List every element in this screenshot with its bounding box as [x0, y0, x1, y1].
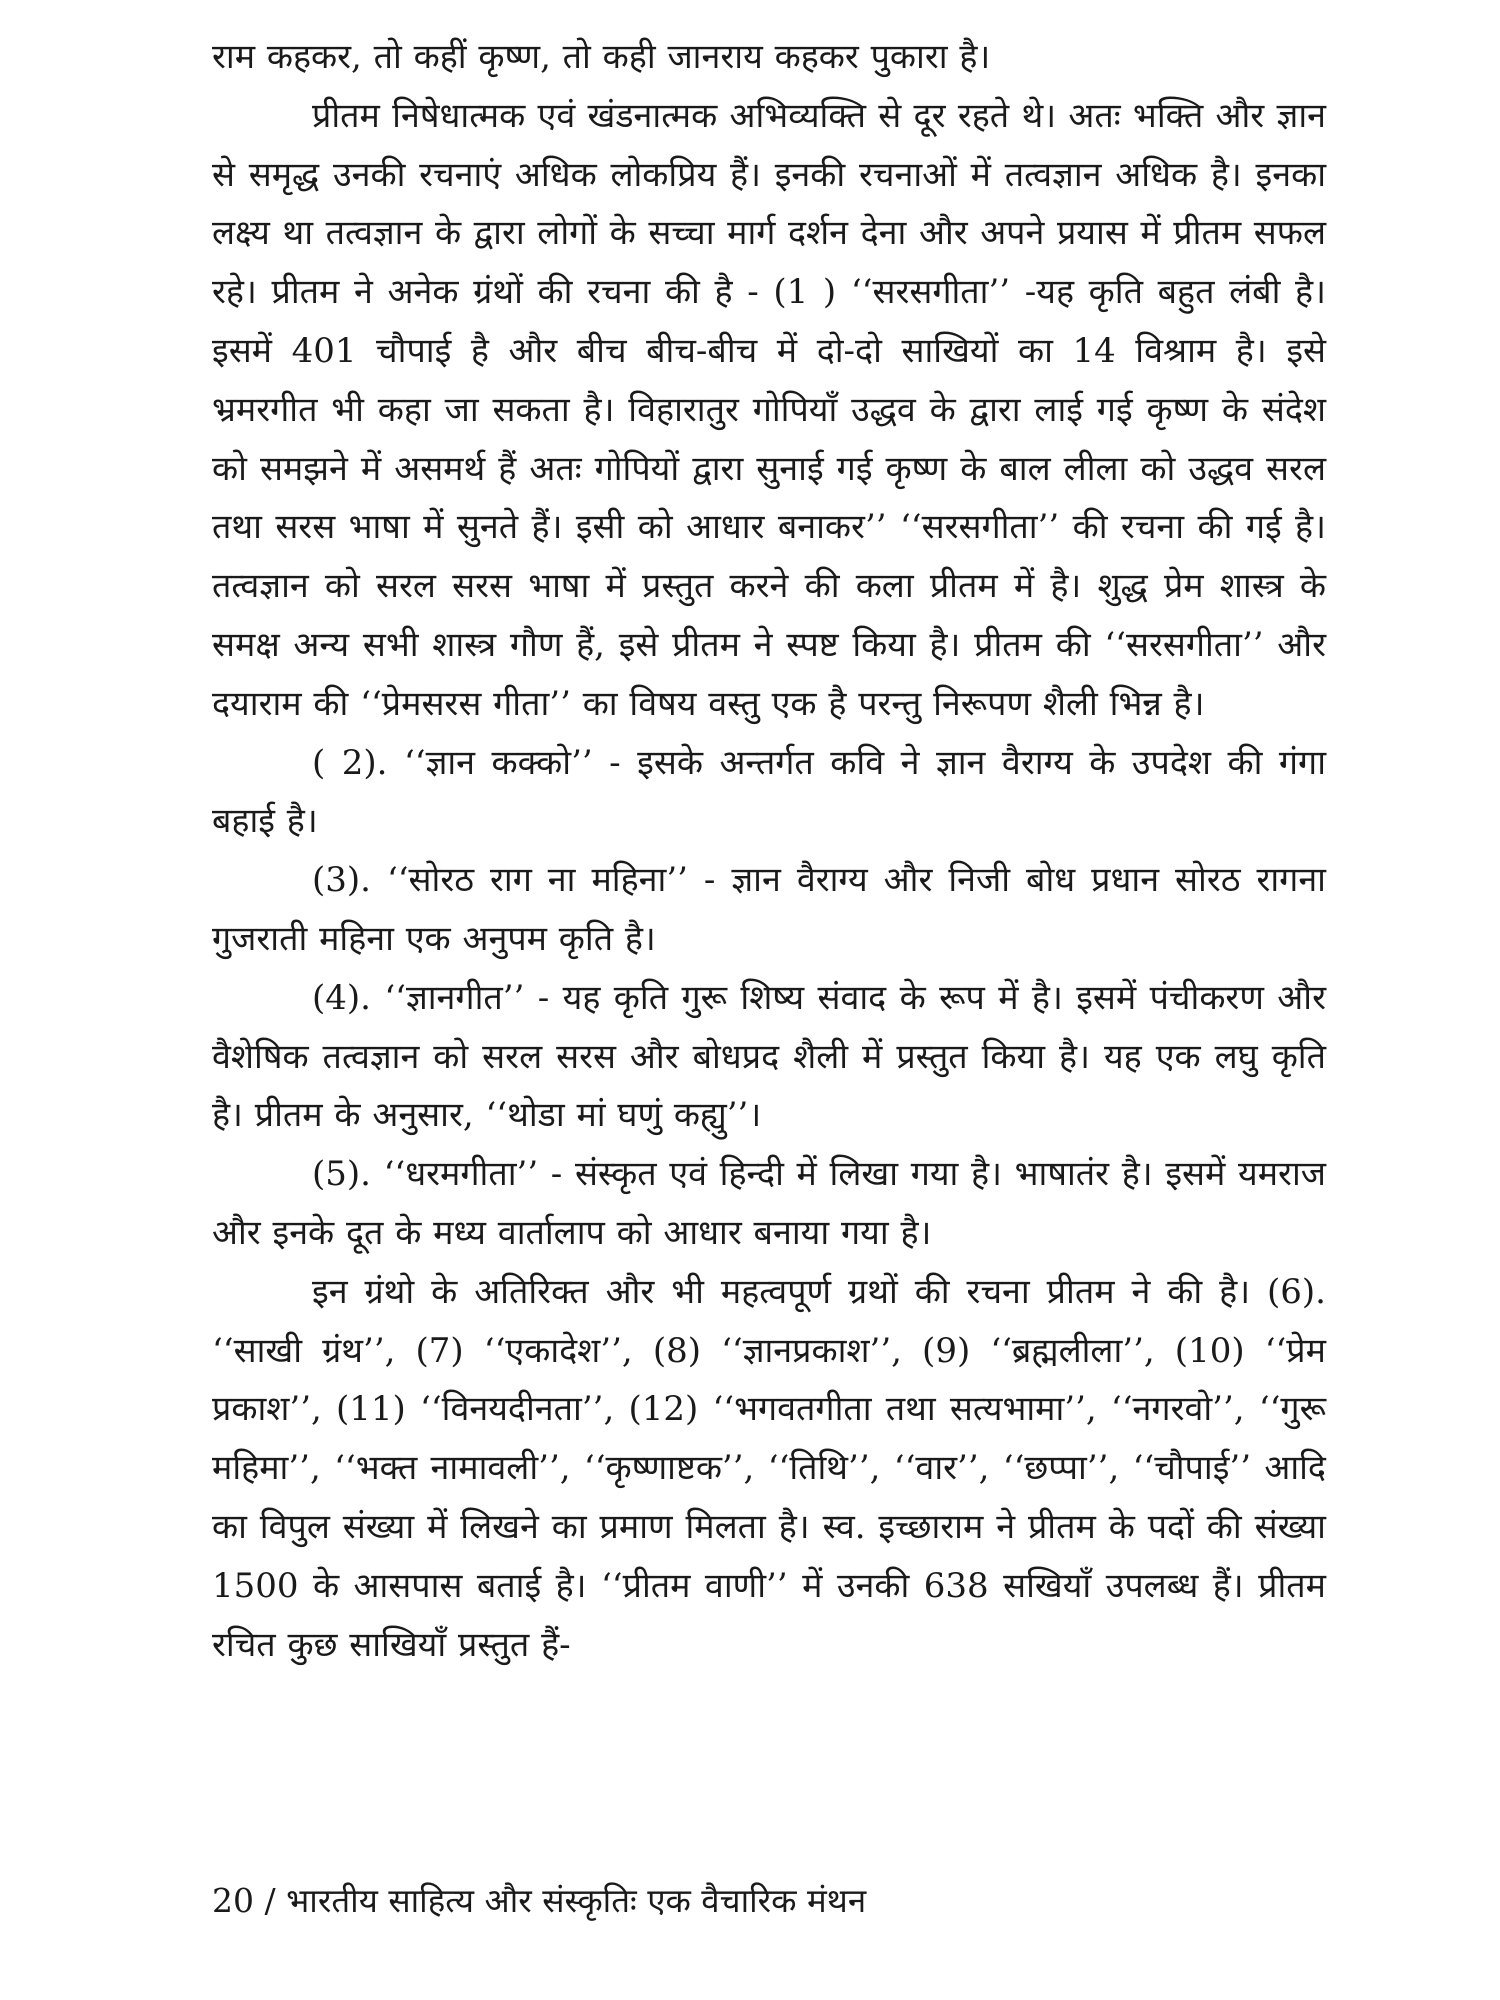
paragraph-sorath-raag: (3). ‘‘सोरठ राग ना महिना’’ - ज्ञान वैराग्य और निजी बोध प्रधान सोरठ रागना गुजराती महिना एक अनुपम कृति है। [212, 860, 1326, 959]
page-body [212, 28, 1326, 1674]
paragraph-gyan-kakko: ( 2). ‘‘ज्ञान कक्को’’ - इसके अन्तर्गत कवि ने ज्ञान वैराग्य के उपदेश की गंगा बहाई है। [212, 742, 1326, 842]
paragraph-gyangeet: (4). ‘‘ज्ञानगीत’’ - यह कृति गुरू शिष्य संवाद के रूप में है। इसमें पंचीकरण और वैशेषिक तत्वज्ञान को सरल सरस और बोधप्रद शैली में प्रस्तुत किया है। यह एक लघु कृति है। प्रीतम के अनुसार, ‘‘थोडा मां घणुं कह्यु’’। [212, 977, 1326, 1136]
paragraph-continuation: राम कहकर, तो कहीं कृष्ण, तो कही जानराय कहकर पुकारा है। [212, 37, 991, 77]
paragraph-other-works: इन ग्रंथो के अतिरिक्त और भी महत्वपूर्ण ग्रथों की रचना प्रीतम ने की है। (6). ‘‘साखी ग्रंथ’’, (7) ‘‘एकादेश’’, (8) ‘‘ज्ञानप्रकाश’’, (9) ‘‘ब्रह्मलीला’’, (10) ‘‘प्रेम प्रकाश’’, (11) ‘‘विनयदीनता’’, (12) ‘‘भगवतगीता तथा सत्यभामा’’, ‘‘नगरवो’’, ‘‘गुरू महिमा’’, ‘‘भक्त नामावली’’, ‘‘कृष्णाष्टक’’, ‘‘तिथि’’, ‘‘वार’’, ‘‘छप्पा’’, ‘‘चौपाई’’ आदि का विपुल संख्या में लिखने का प्रमाण मिलता है। स्व. इच्छाराम ने प्रीतम के पदों की संख्या 1500 के आसपास बताई है। ‘‘प्रीतम वाणी’’ में उनकी 638 सखियाँ उपलब्ध हैं। प्रीतम रचित कुछ साखियाँ प्रस्तुत हैं- [212, 1271, 1326, 1665]
paragraph-dharamgeeta: (5). ‘‘धरमगीता’’ - संस्कृत एवं हिन्दी में लिखा गया है। भाषातंर है। इसमें यमराज और इनके दूत के मध्य वार्तालाप को आधार बनाया गया है। [212, 1154, 1326, 1253]
page-footer: 20 / भारतीय साहित्य और संस्कृतिः एक वैचारिक मंथन [212, 1881, 867, 1920]
paragraph-pritam-works: प्रीतम निषेधात्मक एवं खंडनात्मक अभिव्यक्ति से दूर रहते थे। अतः भक्ति और ज्ञान से समृद्ध उनकी रचनाएं अधिक लोकप्रिय हैं। इनकी रचनाओं में तत्वज्ञान अधिक है। इनका लक्ष्य था तत्वज्ञान के द्वारा लोगों के सच्चा मार्ग दर्शन देना और अपने प्रयास में प्रीतम सफल रहे। प्रीतम ने अनेक ग्रंथों की रचना की है - (1 ) ‘‘सरसगीता’’ -यह कृति बहुत लंबी है। इसमें 401 चौपाई है और बीच बीच-बीच में दो-दो साखियों का 14 विश्राम है। इसे भ्रमरगीत भी कहा जा सकता है। विहारातुर गोपियाँ उद्धव के द्वारा लाई गई कृष्ण के संदेश को समझने में असमर्थ हैं अतः गोपियों द्वारा सुनाई गई कृष्ण के बाल लीला को उद्धव सरल तथा सरस भाषा में सुनते हैं। इसी को आधार बनाकर’’ ‘‘सरसगीता’’ की रचना की गई है। तत्वज्ञान को सरल सरस भाषा में प्रस्तुत करने की कला प्रीतम में है। शुद्ध प्रेम शास्त्र के समक्ष अन्य सभी शास्त्र गौण हैं, इसे प्रीतम ने स्पष्ट किया है। प्रीतम की ‘‘सरसगीता’’ और दयाराम की ‘‘प्रेमसरस गीता’’ का विषय वस्तु एक है परन्तु निरूपण शैली भिन्न है। [212, 95, 1326, 724]
